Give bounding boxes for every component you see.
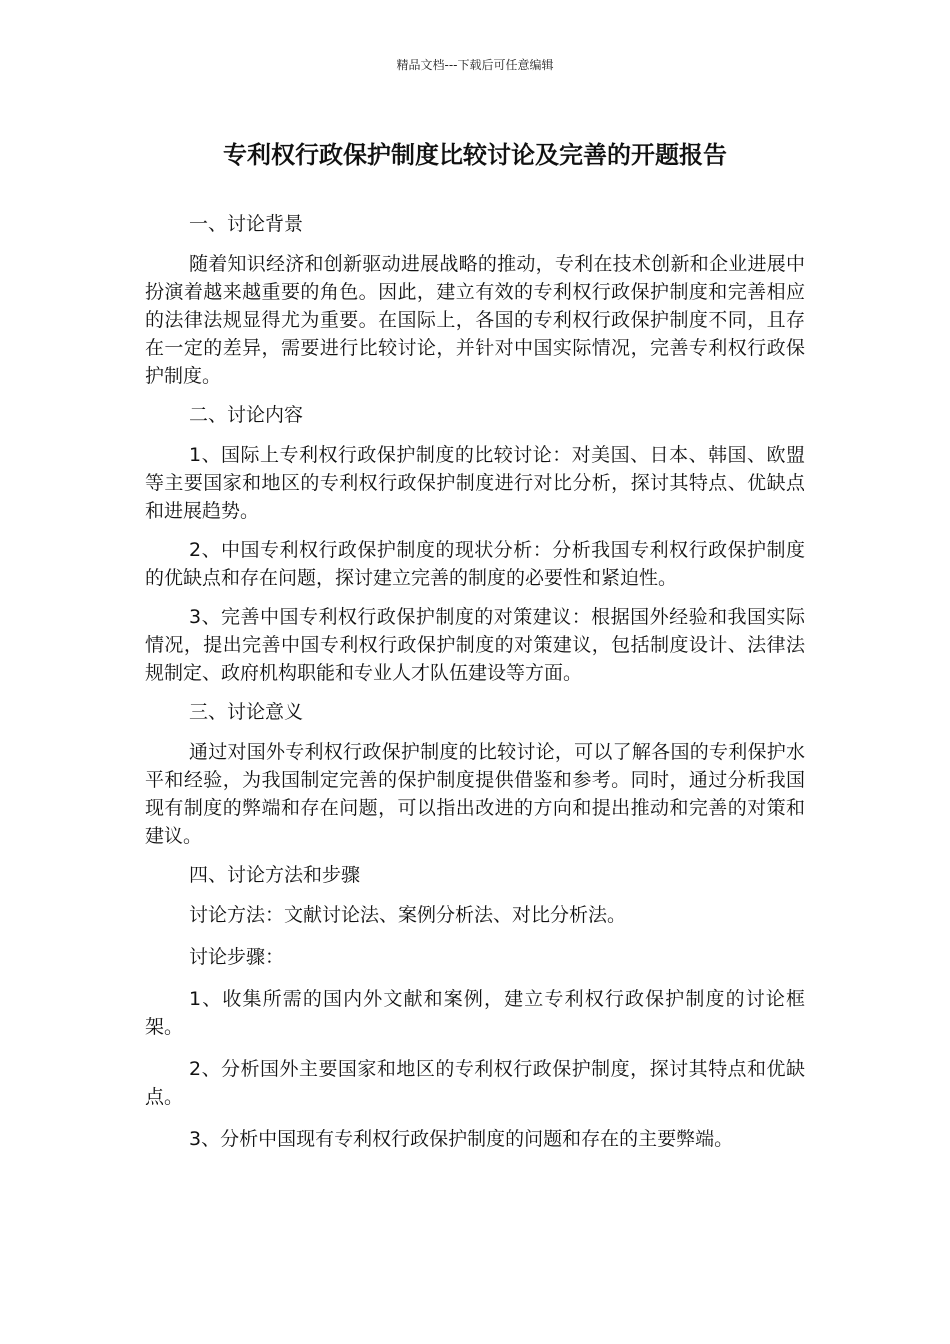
section-heading-background: 一、讨论背景: [189, 213, 304, 235]
paragraph-methods: 讨论方法：文献讨论法、案例分析法、对比分析法。: [189, 904, 627, 926]
paragraph-step-1: 1、收集所需的国内外文献和案例，建立专利权行政保护制度的讨论框架。: [145, 988, 805, 1038]
section-heading-significance: 三、讨论意义: [189, 701, 304, 723]
document-body: [145, 210, 805, 1164]
paragraph-content-item-3: 3、完善中国专利权行政保护制度的对策建议：根据国外经验和我国实际情况，提出完善中国专利权行政保护制度的对策建议，包括制度设计、法律法规制定、政府机构职能和专业人才队伍建设等方面。: [145, 606, 805, 684]
paragraph-step-3: 3、分析中国现有专利权行政保护制度的问题和存在的主要弊端。: [189, 1128, 734, 1150]
paragraph-content-item-2: 2、中国专利权行政保护制度的现状分析：分析我国专利权行政保护制度的优缺点和存在问题，探讨建立完善的制度的必要性和紧迫性。: [145, 539, 805, 589]
paragraph-steps-label: 讨论步骤：: [189, 946, 285, 968]
paragraph-content-item-1: 1、国际上专利权行政保护制度的比较讨论：对美国、日本、韩国、欧盟等主要国家和地区的专利权行政保护制度进行对比分析，探讨其特点、优缺点和进展趋势。: [145, 444, 805, 522]
paragraph-step-2: 2、分析国外主要国家和地区的专利权行政保护制度，探讨其特点和优缺点。: [145, 1058, 805, 1108]
section-heading-methods: 四、讨论方法和步骤: [189, 864, 361, 886]
section-heading-content: 二、讨论内容: [189, 404, 304, 426]
paragraph-background: 随着知识经济和创新驱动进展战略的推动，专利在技术创新和企业进展中扮演着越来越重要的角色。因此，建立有效的专利权行政保护制度和完善相应的法律法规显得尤为重要。在国际上，各国的专利权行政保护制度不同，且存在一定的差异，需要进行比较讨论，并针对中国实际情况，完善专利权行政保护制度。: [145, 253, 805, 387]
paragraph-significance: 通过对国外专利权行政保护制度的比较讨论，可以了解各国的专利保护水平和经验，为我国制定完善的保护制度提供借鉴和参考。同时，通过分析我国现有制度的弊端和存在问题，可以指出改进的方向和提出推动和完善的对策和建议。: [145, 741, 805, 847]
document-title: 专利权行政保护制度比较讨论及完善的开题报告: [223, 141, 727, 169]
page-header: 精品文档---下载后可任意编辑: [396, 58, 554, 72]
